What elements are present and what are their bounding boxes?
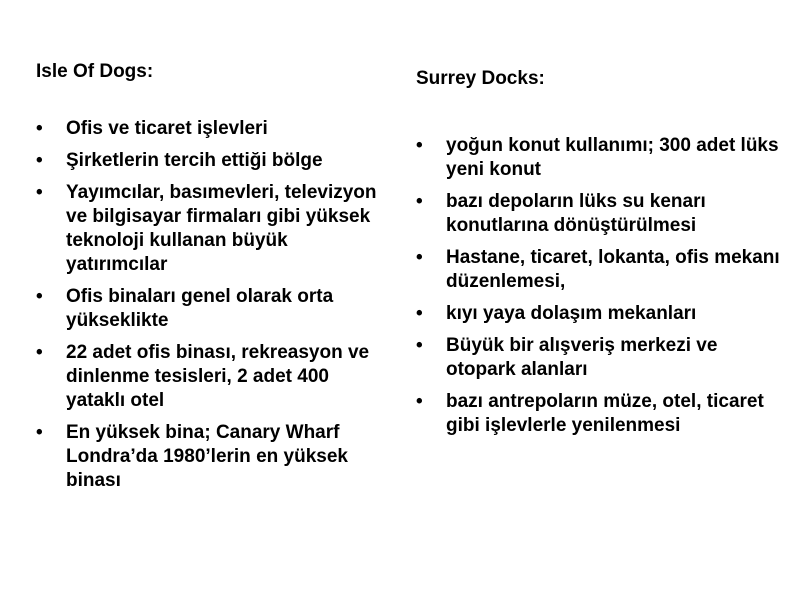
list-item-text: Ofis binaları genel olarak orta yükseklikte xyxy=(66,286,334,331)
list-item xyxy=(416,302,788,326)
surrey-docks-title: Surrey Docks: xyxy=(416,68,545,89)
list-item-text: bazı antrepoların müze, otel, ticaret gibi işlevlerle yenilenmesi xyxy=(446,391,764,436)
list-item-text: 22 adet ofis binası, rekreasyon ve dinlenme tesisleri, 2 adet 400 yataklı otel xyxy=(66,342,370,411)
list-item xyxy=(416,246,788,294)
left-column xyxy=(36,60,388,501)
list-item-text: yoğun konut kullanımı; 300 adet lüks yeni konut xyxy=(446,135,779,180)
list-item xyxy=(36,181,388,277)
bullet-icon: • xyxy=(36,422,43,443)
bullet-icon: • xyxy=(416,335,423,356)
bullet-icon: • xyxy=(416,391,423,412)
bullet-icon: • xyxy=(36,182,43,203)
list-item xyxy=(36,285,388,333)
list-item-text: Şirketlerin tercih ettiği bölge xyxy=(66,150,323,171)
list-item xyxy=(36,341,388,413)
bullet-icon: • xyxy=(36,342,43,363)
bullet-icon: • xyxy=(416,247,423,268)
list-item-text: Yayımcılar, basımevleri, televizyon ve bilgisayar firmaları gibi yüksek teknoloji kullanan büyük yatırımcılar xyxy=(66,182,377,275)
list-item-text: En yüksek bina; Canary Wharf Londra’da 1980’lerin en yüksek binası xyxy=(66,422,348,491)
bullet-icon: • xyxy=(36,286,43,307)
surrey-docks-list xyxy=(416,134,788,438)
list-item xyxy=(36,117,388,141)
bullet-icon: • xyxy=(36,150,43,171)
list-item-text: Ofis ve ticaret işlevleri xyxy=(66,118,268,139)
isle-of-dogs-title: Isle Of Dogs: xyxy=(36,61,154,82)
list-item xyxy=(36,149,388,173)
bullet-icon: • xyxy=(416,303,423,324)
list-item-text: bazı depoların lüks su kenarı konutlarına dönüştürülmesi xyxy=(446,191,706,236)
bullet-icon: • xyxy=(416,135,423,156)
bullet-icon: • xyxy=(36,118,43,139)
list-item xyxy=(36,421,388,493)
bullet-icon: • xyxy=(416,191,423,212)
isle-of-dogs-list xyxy=(36,117,388,493)
list-item xyxy=(416,134,788,182)
list-item xyxy=(416,390,788,438)
list-item-text: Büyük bir alışveriş merkezi ve otopark alanları xyxy=(446,335,718,380)
list-item-text: Hastane, ticaret, lokanta, ofis mekanı düzenlemesi, xyxy=(446,247,780,292)
list-item xyxy=(416,334,788,382)
list-item xyxy=(416,190,788,238)
right-column xyxy=(416,67,788,446)
list-item-text: kıyı yaya dolaşım mekanları xyxy=(446,303,697,324)
